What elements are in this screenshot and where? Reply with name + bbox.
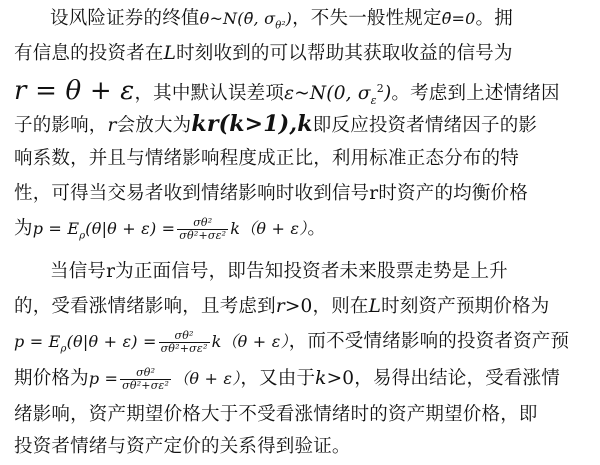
math-fraction — [120, 367, 171, 392]
text-line-10 — [14, 325, 569, 359]
text: 即反应投资者情绪因子的影 — [312, 115, 538, 136]
text: >0，则在 — [284, 296, 369, 317]
text-line-8 — [50, 255, 508, 289]
math-signal-equation: r = θ + ε — [14, 76, 135, 107]
math-k: k — [315, 368, 327, 389]
math-subscript: ρ — [79, 230, 86, 242]
math-r: r — [107, 115, 117, 136]
math-superscript: 2 — [376, 82, 384, 95]
text-line-4 — [14, 107, 537, 141]
math-subscript: ρ — [60, 343, 67, 355]
math-r: r — [275, 296, 285, 317]
fraction-numerator: σθ² — [174, 328, 194, 342]
text: 响系数，并且与情绪影响程度成正比，利用标准正态分布的特 — [14, 148, 519, 169]
math-theta-distribution: θ~N(θ̄, σ — [199, 9, 276, 28]
text: 。拥 — [475, 8, 513, 29]
math-close: ) — [285, 9, 293, 28]
text-line-7 — [14, 212, 326, 246]
text: 投资者情绪与资产定价的关系得到验证。 — [14, 436, 351, 457]
math-subscript: θ² — [275, 20, 286, 32]
math-close: ) — [383, 83, 392, 105]
text-line-2 — [14, 37, 513, 71]
math-theta-eps: （θ + ε） — [221, 332, 289, 351]
fraction-denominator: σθ²+σε² — [122, 378, 170, 392]
text: ，其中默认误差项 — [134, 83, 285, 105]
text: 设风险证券的终值 — [50, 8, 200, 29]
math-expectation: (θ|θ + ε) = — [66, 332, 157, 351]
text: 性，可得当交易者收到情绪影响时收到信号r时资产的均衡价格 — [14, 183, 528, 204]
math-fraction — [159, 330, 210, 355]
text: 当信号r为正面信号，即告知投资者未来股票走势是上升 — [50, 261, 508, 282]
text-line-13 — [14, 430, 351, 464]
text-line-9 — [14, 290, 549, 324]
math-kr: kr(k>1),k — [191, 111, 313, 137]
text: 为 — [14, 218, 33, 239]
text: ，不失一般性规定 — [292, 8, 442, 29]
text: 子的影响， — [14, 115, 108, 136]
math-L: L — [368, 296, 382, 317]
text-line-1 — [50, 2, 513, 36]
text: 。考虑到上述情绪因 — [391, 83, 560, 105]
text: 会放大为 — [116, 115, 192, 136]
math-k: k — [230, 219, 241, 238]
fraction-numerator: σθ² — [136, 365, 156, 379]
text: 绪影响，资产期望价格大于不受看涨情绪时的资产期望价格，即 — [14, 404, 538, 425]
text: 时刻收到的可以帮助其获取收益的信号为 — [176, 43, 513, 64]
math-p: p = E — [32, 219, 80, 238]
text-line-3 — [14, 72, 560, 106]
math-theta-eps: （θ + ε） — [240, 219, 308, 238]
math-p: p = — [88, 369, 119, 388]
math-k: k — [211, 332, 222, 351]
math-p: p = E — [14, 332, 61, 351]
text: ，而不受情绪影响的投资者资产预 — [288, 331, 570, 352]
math-theta-eps: （θ + ε） — [173, 369, 241, 388]
math-theta-bar-zero: θ̄=0 — [441, 9, 476, 28]
text: ，又由于 — [240, 368, 316, 389]
text-line-11 — [14, 362, 560, 396]
math-error-distribution: ε~N(0, σ — [284, 83, 371, 105]
math-fraction — [177, 217, 228, 242]
text-line-12 — [14, 398, 538, 432]
text: 。 — [307, 218, 327, 239]
text: 有信息的投资者在 — [14, 43, 164, 64]
text: >0，易得出结论，受看涨情 — [326, 368, 560, 389]
text: 时刻资产预期价格为 — [381, 296, 550, 317]
fraction-denominator: σθ²+σε² — [160, 341, 208, 355]
text-line-6 — [14, 177, 528, 211]
math-expectation: (θ|θ + ε) = — [85, 219, 176, 238]
text-line-5 — [14, 142, 519, 176]
math-subscript: ε — [370, 93, 377, 107]
text: 的，受看涨情绪影响，且考虑到 — [14, 296, 276, 317]
fraction-numerator: σθ² — [193, 215, 213, 229]
text: 期价格为 — [14, 368, 89, 389]
math-L: L — [163, 43, 177, 64]
fraction-denominator: σθ²+σε² — [179, 228, 227, 242]
